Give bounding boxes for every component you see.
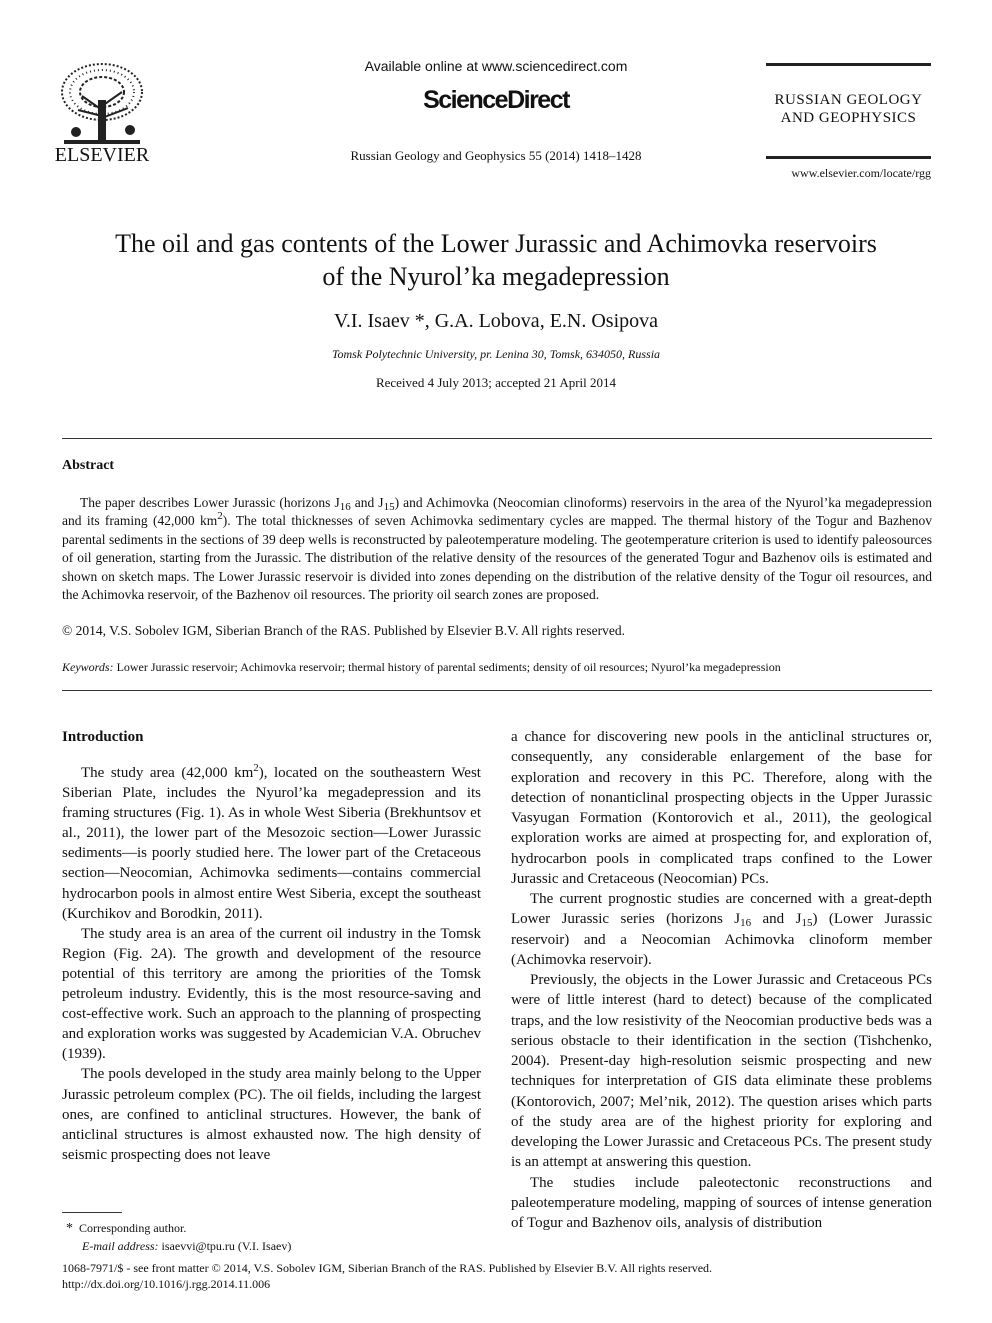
paragraph: The study area is an area of the current oil industry in the Tomsk Region (Fig. 2A). The growth and development of the resource potential of this territory are among the priorities of the Tomsk petroleum industry. Evidently, this is the most resource-saving and cost-effective work. Such an approach to the planning of prospecting and exploration works was suggested by Academician V.A. Obruchev (1939). [62,925,481,1063]
journal-url[interactable]: www.elsevier.com/locate/rgg [791,166,931,180]
paragraph: Previously, the objects in the Lower Jurassic and Cretaceous PCs were of little interest (hard to detect) because of the complicated traps, and the low resistivity of the Neocomian productive beds was a serious obstacle to their identification in the section (Tishchenko, 2004). Present-day high-resolution seismic prospecting and new techniques for interpretation of GIS data eliminate these problems (Kontorovich, 2007; Mel’nik, 2012). The question arises which parts of the study area are of the highest priority for exploring and developing the Lower Jurassic and Cretaceous PCs. The present study is an attempt at answering this question. [511,972,932,1171]
article-received: Received 4 July 2013; accepted 21 April 2014 [375,375,617,390]
footnote-corresponding: * Corresponding author. [66,1221,187,1236]
journal-name-line1: RUSSIAN GEOLOGY [774,92,923,108]
journal-rule-bottom [766,156,931,159]
right-column-text [511,727,932,1233]
abstract-rule-bottom [62,690,932,691]
abstract-heading: Abstract [62,458,115,473]
article-title-line2: of the Nyurol’ka megadepression [322,262,670,291]
footnote-rule [62,1212,122,1213]
footer-front-matter: 1068-7971/$ - see front matter © 2014, V.S. Sobolev IGM, Siberian Branch of the RAS. Published by Elsevier B.V. All rights reserved. [62,1261,713,1275]
left-column-text [62,763,481,1165]
elsevier-logo [52,60,152,164]
footnote-email: E-mail address: isaevvi@tpu.ru (V.I. Isaev) [82,1239,292,1253]
paragraph: The current prognostic studies are concerned with a great-depth Lower Jurassic series (horizons $J_{16}$ and $J_{15}$) (Lower Jurassic reservoir) and a Neocomian Achimovka clinoform member (Achimovka reservoir). [511,891,932,968]
keywords: Keywords: Lower Jurassic reservoir; Achimovka reservoir; thermal history of parental sediments; density of oil resources; Nyurol’ka megadepression [62,660,781,674]
abstract-text: The paper describes Lower Jurassic (horizons $J_{16}$ and $J_{15}$) and Achimovka (Neocomian clinoforms) reservoirs in the area of the Nyurol’ka megadepression and its framing (42,000 $km^2$). The total thicknesses of seven Achimovka sedimentary cycles are mapped. The thermal history of the Togur and Bazhenov parental sediments in the sections of 39 deep wells is reconstructed by paleotemperature modeling. The geotemperature criterion is used to identify paleosources of oil generation, starting from the Jurassic. The distribution of the relative density of the resources of the generated Togur and Bazhenov oils is estimated and shown on sketch maps. The Lower Jurassic reservoir is divided into zones depending on the distribution of the relative density of the Togur oil resources, and the Achimovka reservoir, of the Bazhenov oil resources. The priority oil search zones are proposed. [62,495,932,603]
introduction-heading: Introduction [62,729,144,745]
abstract-copyright: © 2014, V.S. Sobolev IGM, Siberian Branch of the RAS. Published by Elsevier B.V. All rights reserved. [62,623,625,638]
abstract-rule-top [62,438,932,439]
available-online: Available online at www.sciencedirect.com [364,58,628,74]
article-affiliation: Tomsk Polytechnic University, pr. Lenina 30, Tomsk, 634050, Russia [331,347,661,361]
journal-rule-top [766,63,931,66]
paragraph: The studies include paleotectonic reconstructions and paleotemperature modeling, mapping of sources of intense generation of Togur and Bazhenov oils, analysis of distribution [511,1174,932,1231]
journal-name-line2: AND GEOPHYSICS [780,110,917,126]
paragraph: The study area (42,000 $km^2$), located on the southeastern West Siberian Plate, includes the Nyurol’ka megadepression and its framing structures (Fig. 1). As in whole West Siberia (Brekhuntsov et al., 2011), the lower part of the Mesozoic section—Lower Jurassic sediments—is poorly studied here. The lower part of the Cretaceous section—Neocomian, Achimovka sediments—contains commercial hydrocarbon pools in almost entire West Siberia, except the southeast (Kurchikov and Borodkin, 2011). [62,762,481,922]
paragraph: a chance for discovering new pools in the anticlinal structures or, consequently, any considerable enlargement of the base for exploration and recovery in this PC. Therefore, along with the detection of nonanticlinal prospecting objects in the Upper Jurassic Vasyugan Formation (Kontorovich et al., 2011), the geological exploration works are aimed at prospecting for, and exploration of, hydrocarbon pools in complicated traps confined to the Lower Jurassic and Cretaceous (Neocomian) PCs. [511,729,932,887]
journal-citation: Russian Geology and Geophysics 55 (2014) 1418–1428 [350,148,642,163]
paragraph: The pools developed in the study area mainly belong to the Upper Jurassic petroleum complex (PC). The oil fields, including the largest ones, are confined to anticlinal structures. However, the bank of anticlinal structures is almost exhausted now. The high density of seismic prospecting does not leave [62,1066,481,1163]
article-title-line1: The oil and gas contents of the Lower Jurassic and Achimovka reservoirs [115,229,877,258]
footer-doi[interactable]: http://dx.doi.org/10.1016/j.rgg.2014.11.006 [62,1277,271,1291]
article-authors: V.I. Isaev *, G.A. Lobova, E.N. Osipova [333,310,659,332]
elsevier-tree-icon [52,60,152,148]
sciencedirect-logo: ScienceDirect [423,86,569,114]
elsevier-wordmark: ELSEVIER [54,144,150,166]
